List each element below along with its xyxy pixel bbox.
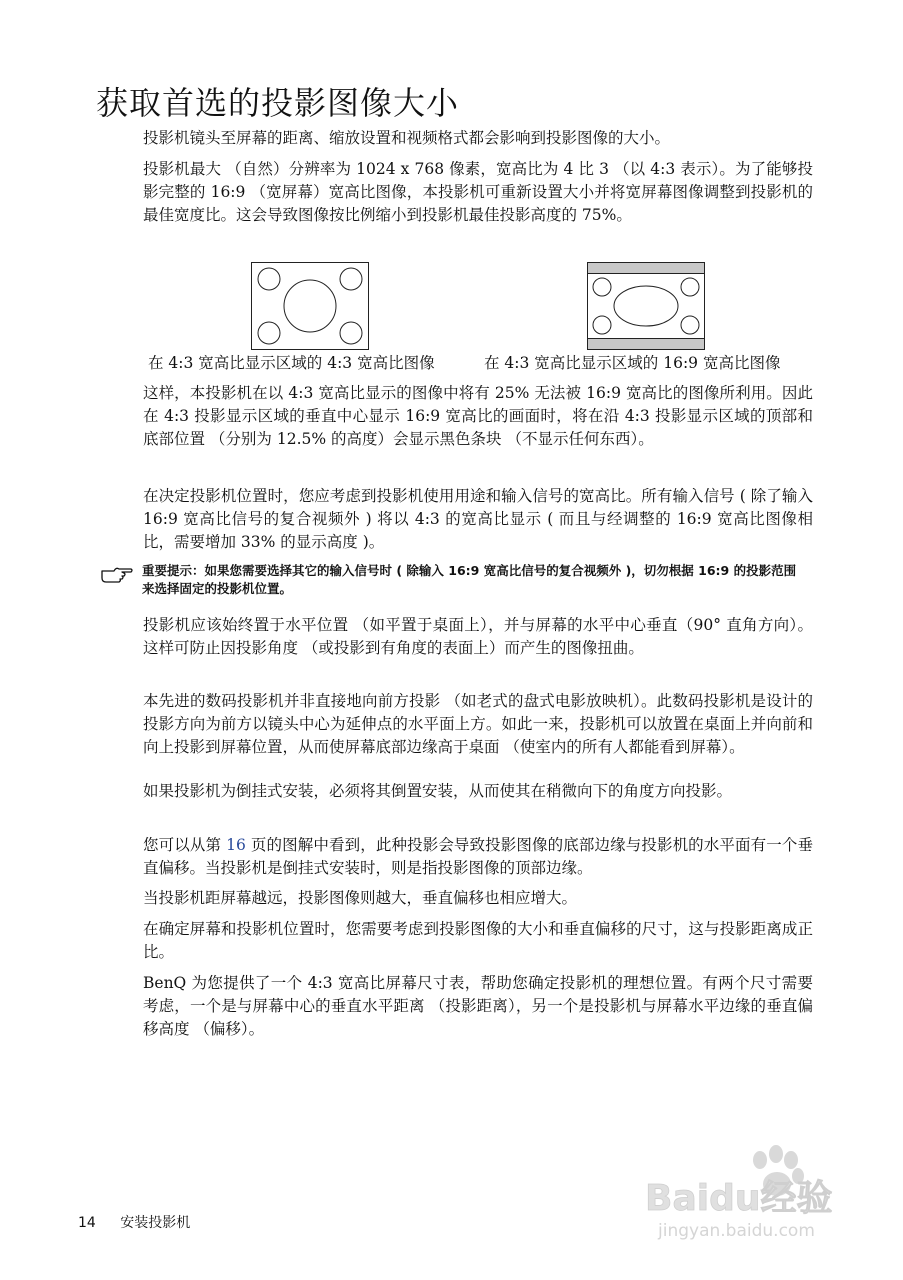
corner-circle [681, 316, 699, 334]
corner-circle [593, 278, 611, 296]
page-number: 14 [78, 1215, 96, 1231]
watermark-brand: Baidu经验 [645, 1178, 833, 1219]
corner-circle [258, 268, 280, 290]
corner-circle [340, 268, 362, 290]
paragraph-benq-table: BenQ 为您提供了一个 4:3 宽高比屏幕尺寸表，帮助您确定投影机的理想位置。有两个尺寸需要考虑，一个是与屏幕中心的垂直水平距离 （投影距离），另一个是投影机与屏幕水平边缘的垂直偏移高度 （偏移）。 [143, 974, 813, 1038]
center-circle [284, 280, 336, 332]
page-title: 获取首选的投影图像大小 [96, 84, 460, 122]
paragraph-letterbox: 这样，本投影机在以 4:3 宽高比显示的图像中将有 25% 无法被 16:9 宽高比的图像所利用。因此在 4:3 投影显示区域的垂直中心显示 16:9 宽高比的画面时，将在沿 4:3 投影显示区域的顶部和底部位置 （分别为 12.5% 的高度）会显示黑色条块 （不显示任何东西）。 [143, 384, 813, 448]
figure-caption-4-3: 在 4:3 宽高比显示区域的 4:3 宽高比图像 [148, 354, 435, 372]
paragraph-intro: 投影机镜头至屏幕的距离、缩放设置和视频格式都会影响到投影图像的大小。 [143, 129, 671, 147]
page-footer [78, 1212, 190, 1232]
watermark-url: jingyan.baidu.com [658, 1221, 815, 1241]
paragraph-proportional: 在确定屏幕和投影机位置时，您需要考虑到投影图像的大小和垂直偏移的尺寸，这与投影距离成正比。 [143, 920, 813, 961]
figure-4-3-image [251, 262, 369, 350]
paragraph-projection-direction: 本先进的数码投影机并非直接地向前方投影 （如老式的盘式电影放映机）。此数码投影机是设计的投影方向为前方以镜头中心为延伸点的水平面上方。如此一来，投影机可以放置在桌面上并向前和向上投影到屏幕位置，从而使屏幕底部边缘高于桌面 （使室内的所有人都能看到屏幕）。 [143, 692, 813, 756]
pointing-hand-icon [100, 564, 134, 584]
footer-section: 安装投影机 [120, 1215, 191, 1231]
paragraph-ceiling-mount: 如果投影机为倒挂式安装，必须将其倒置安装，从而使其在稍微向下的角度方向投影。 [143, 782, 733, 800]
p8-text-after: 页的图解中看到，此种投影会导致投影图像的底部边缘与投影机的水平面有一个垂直偏移。当投影机是倒挂式安装时，则是指投影图像的顶部边缘。 [143, 836, 813, 877]
note-text: 重要提示：如果您需要选择其它的输入信号时 ( 除输入 16:9 宽高比信号的复合视频外 )，切勿根据 16:9 的投影范围来选择固定的投影机位置。 [142, 563, 797, 596]
p8-text-before: 您可以从第 [143, 836, 227, 854]
baidu-watermark [640, 1140, 860, 1250]
page-link-16[interactable]: 16 [226, 836, 246, 854]
paragraph-distance: 当投影机距屏幕越远，投影图像则越大，垂直偏移也相应增大。 [143, 889, 578, 907]
paw-toe [769, 1145, 783, 1163]
paragraph-vertical-offset [143, 834, 813, 880]
paw-toe [784, 1151, 798, 1169]
paragraph-level: 投影机应该始终置于水平位置 （如平置于桌面上），并与屏幕的水平中心垂直（90° 直角方向）。这样可防止因投影角度 （或投影到有角度的表面上）而产生的图像扭曲。 [143, 616, 813, 657]
figure-caption-16-9: 在 4:3 宽高比显示区域的 16:9 宽高比图像 [484, 354, 781, 372]
corner-circle [593, 316, 611, 334]
paw-toe [753, 1151, 767, 1169]
paragraph-resolution: 投影机最大 （自然）分辨率为 1024 x 768 像素，宽高比为 4 比 3 （以 4:3 表示）。为了能够投影完整的 16:9 （宽屏幕）宽高比图像，本投影机可重新设置大小并将宽屏幕图像调整到投影机的最佳宽度比。这会导致图像按比例缩小到投影机最佳投影高度的 75%。 [143, 160, 813, 224]
paragraph-aspect-decision: 在决定投影机位置时，您应考虑到投影机使用用途和输入信号的宽高比。所有输入信号 ( 除了输入 16:9 宽高比信号的复合视频外 ) 将以 4:3 的宽高比显示 ( 而且与经调整的 16:9 宽高比图像相比，需要增加 33% 的显示高度 )。 [143, 487, 813, 551]
corner-circle [258, 322, 280, 344]
center-ellipse [614, 286, 678, 326]
corner-circle [681, 278, 699, 296]
figure-16-9-image [587, 262, 705, 350]
corner-circle [340, 322, 362, 344]
